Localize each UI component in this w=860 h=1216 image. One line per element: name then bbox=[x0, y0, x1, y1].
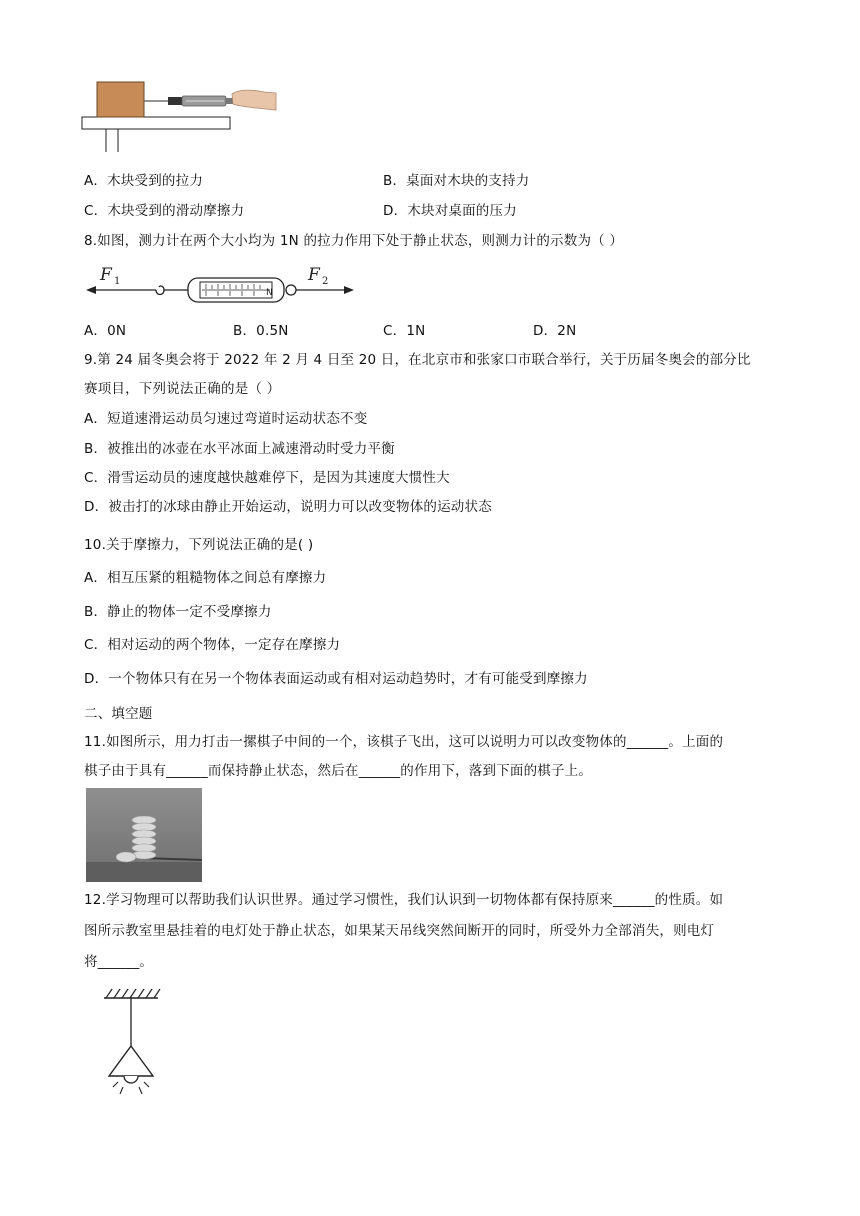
q10-option-d: D．一个物体只有在另一个物体表面运动或有相对运动趋势时，才有可能受到摩擦力 bbox=[84, 671, 588, 687]
svg-text:N: N bbox=[266, 288, 273, 298]
figure-spring-balance-forces bbox=[84, 260, 358, 306]
q9-option-c: C．滑雪运动员的速度越快越难停下，是因为其速度大惯性大 bbox=[84, 470, 450, 486]
q8-option-d: D．2N bbox=[533, 323, 577, 339]
q9-option-d: D．被击打的冰球由静止开始运动，说明力可以改变物体的运动状态 bbox=[84, 499, 492, 515]
figure-stacked-chess-pieces-photo bbox=[86, 788, 202, 882]
q9-option-a: A．短道速滑运动员匀速过弯道时运动状态不变 bbox=[84, 411, 368, 427]
q9-stem-line2: 赛项目，下列说法正确的是（ ） bbox=[84, 381, 281, 397]
section-heading: 二、填空题 bbox=[84, 706, 153, 722]
q11-line1: 11.如图所示，用力打击一摞棋子中间的一个，该棋子飞出，这可以说明力可以改变物体的______。上面的 bbox=[84, 734, 724, 750]
q7-option-b: B．桌面对木块的支持力 bbox=[383, 173, 530, 189]
q10-option-a: A．相互压紧的粗糙物体之间总有摩擦力 bbox=[84, 570, 327, 586]
f2-subscript: 2 bbox=[322, 276, 329, 287]
f1-label: F bbox=[100, 265, 112, 285]
q12-line3: 将______。 bbox=[84, 954, 154, 970]
q7-option-d: D．木块对桌面的压力 bbox=[383, 203, 517, 219]
q8-option-b: B．0.5N bbox=[233, 323, 289, 339]
figure-block-spring-scale bbox=[78, 76, 282, 156]
f1-subscript: 1 bbox=[114, 276, 121, 287]
q8-option-c: C．1N bbox=[383, 323, 426, 339]
figure-hanging-lamp bbox=[100, 984, 162, 1104]
q7-option-a: A．木块受到的拉力 bbox=[84, 173, 204, 189]
q10-option-b: B．静止的物体一定不受摩擦力 bbox=[84, 604, 272, 620]
q7-option-c: C．木块受到的滑动摩擦力 bbox=[84, 203, 245, 219]
q12-line1: 12.学习物理可以帮助我们认识世界。通过学习惯性，我们认识到一切物体都有保持原来______的性质。如 bbox=[84, 892, 724, 908]
q8-stem: 8.如图，测力计在两个大小均为 1N 的拉力作用下处于静止状态，则测力计的示数为（ ） bbox=[84, 233, 624, 249]
q12-line2: 图所示教室里悬挂着的电灯处于静止状态，如果某天吊线突然间断开的同时，所受外力全部消失，则电灯 bbox=[84, 923, 715, 939]
q10-option-c: C．相对运动的两个物体，一定存在摩擦力 bbox=[84, 637, 341, 653]
q9-option-b: B．被推出的冰壶在水平冰面上减速滑动时受力平衡 bbox=[84, 441, 395, 457]
f2-label: F bbox=[308, 265, 320, 285]
q11-line2: 棋子由于具有______而保持静止状态，然后在______的作用下，落到下面的棋子上。 bbox=[84, 763, 593, 779]
q9-stem-line1: 9.第 24 届冬奥会将于 2022 年 2 月 4 日至 20 日，在北京市和张家口市联合举行，关于历届冬奥会的部分比 bbox=[84, 352, 751, 368]
q8-option-a: A．0N bbox=[84, 323, 127, 339]
q10-stem: 10.关于摩擦力，下列说法正确的是( ) bbox=[84, 537, 314, 553]
